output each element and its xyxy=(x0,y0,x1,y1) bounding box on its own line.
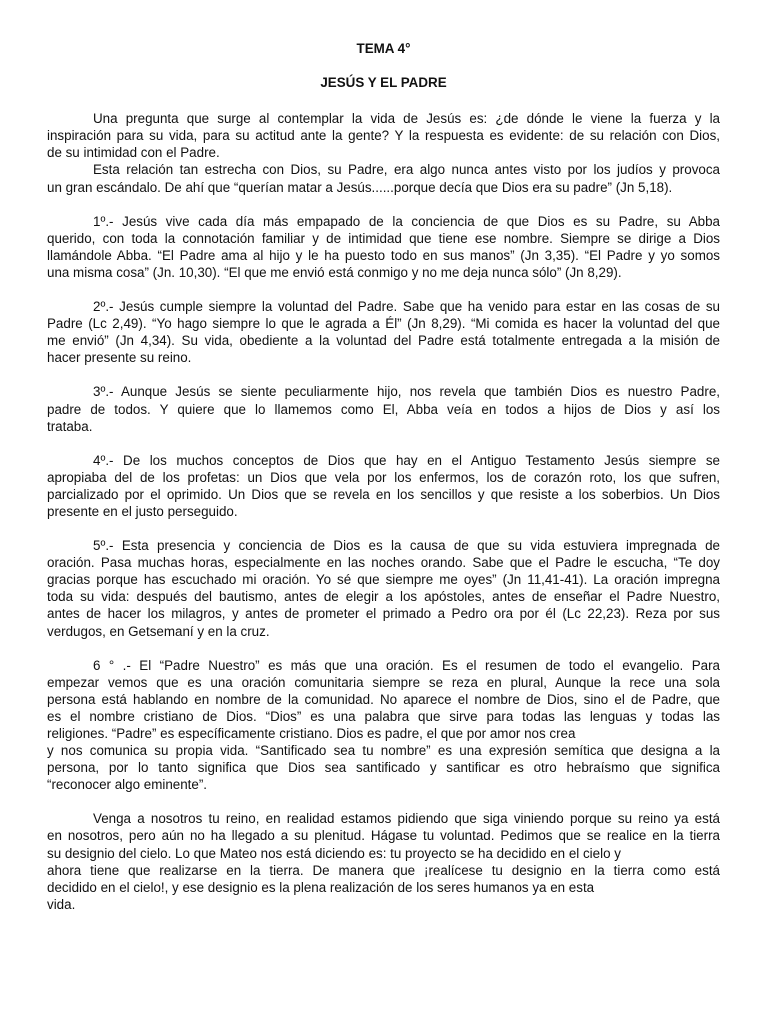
text-line: religiones. “Padre” es específicamente cristiano. Dios es padre, el que por amor nos crea xyxy=(47,726,576,741)
text-line: inspiración para su vida, para su actitud ante la gente? Y la respuesta es evidente: de su relación con Dios, xyxy=(47,128,720,144)
text-line: y nos comunica su propia vida. “Santificado sea tu nombre” es una expresión semítica que designa a la xyxy=(47,743,720,759)
text-line: persona está hablando en nombre de la comunidad. No aparece el nombre de Dios, sino el de Padre, que xyxy=(47,691,720,707)
text-line: 6 ° .- El “Padre Nuestro” es más que una oración. Es el resumen de todo el evangelio. Para xyxy=(93,657,720,673)
text-line: toda su vida: después del bautismo, antes de elegir a los apóstoles, antes de enseñar el Padre Nuestro, xyxy=(47,589,720,605)
text-line: su designio del cielo. Lo que Mateo nos está diciendo es: tu proyecto se ha decidido en el cielo y xyxy=(47,845,621,861)
text-line: una misma cosa” (Jn. 10,30). “El que me envió está conmigo y no me deja nunca sólo” (Jn 8,29). xyxy=(47,264,622,280)
text-line: 1º.- Jesús vive cada día más empapado de la conciencia de que Dios es su Padre, su Abba xyxy=(93,213,720,229)
text-line: antes de hacer los milagros, y antes de prometer el primado a Pedro ora por él (Lc 22,23). Reza por sus xyxy=(47,606,720,622)
text-line: “reconocer algo eminente”. xyxy=(47,777,208,793)
paragraph-point-6 xyxy=(47,657,720,794)
text-line: apropiaba del de los profetas: un Dios que vela por los enfermos, los de corazón roto, los que sufren, xyxy=(47,469,720,485)
paragraph-point-1 xyxy=(47,213,720,281)
text-line: empezar vemos que es una oración comunitaria siempre se reza en plural, Aunque la rece una sola xyxy=(47,674,720,690)
document-tema: TEMA 4° xyxy=(356,41,411,56)
paragraph-point-2 xyxy=(47,298,720,366)
text-line: padre de todos. Y quiere que lo llamemos como El, Abba veía en todos a hijos de Dios y así los xyxy=(47,401,720,417)
text-line: presente en el justo perseguido. xyxy=(47,503,238,519)
text-line: vida. xyxy=(47,896,76,912)
text-line: querido, con toda la connotación familiar y de intimidad que tiene ese nombre. Siempre se dirige a Dios xyxy=(47,230,720,246)
text-line: Esta relación tan estrecha con Dios, su Padre, era algo nunca antes visto por los judíos y provoca xyxy=(93,162,720,178)
text-line: decidido en el cielo!, y ese designio es la plena realización de los seres humanos ya en esta xyxy=(47,879,595,895)
text-line: Padre (Lc 2,49). “Yo hago siempre lo que le agrada a Él” (Jn 8,29). “Mi comida es hacer la voluntad del que xyxy=(47,316,720,332)
text-line: persona, por lo tanto significa que Dios sea santificado y santificar es otro hebraísmo que significa xyxy=(47,760,720,776)
text-line: en nosotros, pero aún no ha llegado a su plenitud. Hágase tu voluntad. Pedimos que se realice en la tierra xyxy=(47,828,720,844)
document-page xyxy=(47,40,720,913)
text-line: un gran escándalo. De ahí que “querían matar a Jesús......porque decía que Dios era su padre” (Jn 5,18). xyxy=(47,179,673,195)
paragraph-point-3 xyxy=(47,383,720,434)
text-line: 4º.- De los muchos conceptos de Dios que hay en el Antiguo Testamento Jesús siempre se xyxy=(93,452,720,468)
text-line: de su intimidad con el Padre. xyxy=(47,145,220,161)
text-line: me envió” (Jn 4,34). Su vida, obediente a la voluntad del Padre está totalmente entregada a la misión de xyxy=(47,333,720,349)
text-line: Venga a nosotros tu reino, en realidad estamos pidiendo que siga viniendo porque su reino ya está xyxy=(93,811,720,827)
paragraph-point-5 xyxy=(47,537,720,640)
text-line: hacer presente su reino. xyxy=(47,350,192,366)
text-line: llamándole Abba. “El Padre ama al hijo y le ha puesto todo en sus manos” (Jn 3,35). “El Padre y yo somos xyxy=(47,247,720,263)
text-line: 3º.- Aunque Jesús se siente peculiarmente hijo, nos revela que también Dios es nuestro Padre, xyxy=(93,384,720,400)
text-line: 5º.- Esta presencia y conciencia de Dios es la causa de que su vida estuviera impregnada de xyxy=(93,538,720,554)
text-line: Una pregunta que surge al contemplar la vida de Jesús es: ¿de dónde le viene la fuerza y la xyxy=(93,111,720,127)
paragraph-intro xyxy=(47,110,720,161)
paragraph-reino xyxy=(47,810,720,913)
text-line: oración. Pasa muchas horas, especialmente en las noches orando. Sabe que el Padre le escucha, “Te doy xyxy=(47,555,720,571)
text-line: es el nombre cristiano de Dios. “Dios” es una palabra que sirve para todas las lenguas y todas las xyxy=(47,708,720,724)
text-line: gracias porque has escuchado mi oración. Yo sé que siempre me oyes” (Jn 11,41-41). La oración impregna xyxy=(47,572,720,588)
text-line: ahora tiene que realizarse en la tierra. De manera que ¡realícese tu designio en la tierra como está xyxy=(47,862,720,878)
text-line: parcializado por el oprimido. Un Dios que se revela en los sencillos y que resiste a los soberbios. Un Dios xyxy=(47,486,720,502)
paragraph-point-4 xyxy=(47,452,720,520)
text-line: verdugos, en Getsemaní y en la cruz. xyxy=(47,623,270,639)
paragraph-relation xyxy=(47,161,720,195)
text-line: trataba. xyxy=(47,418,93,434)
text-line: 2º.- Jesús cumple siempre la voluntad del Padre. Sabe que ha venido para estar en las cosas de su xyxy=(93,299,720,315)
document-title: JESÚS Y EL PADRE xyxy=(320,75,447,91)
